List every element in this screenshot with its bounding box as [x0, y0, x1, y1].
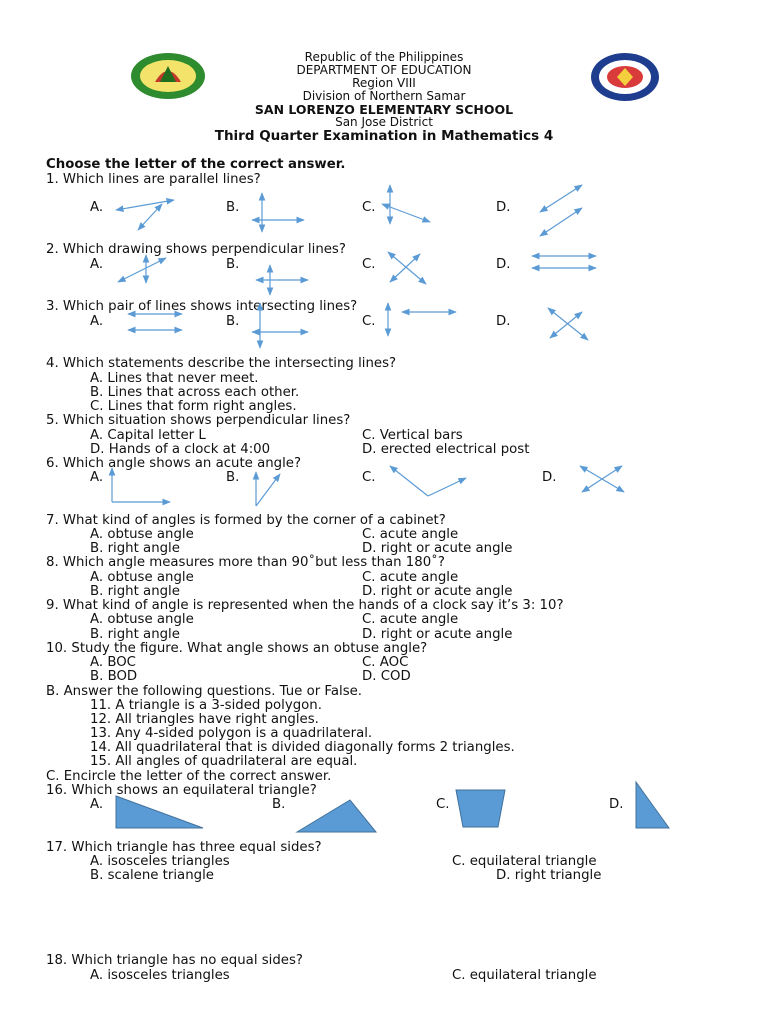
instructions: Choose the letter of the correct answer.	[46, 157, 346, 172]
q3-option-c: C.	[362, 314, 376, 329]
q6-figure-b	[248, 466, 284, 510]
school-name: SAN LORENZO ELEMENTARY SCHOOL	[254, 102, 514, 117]
part-b-item: 14. All quadrilateral that is divided diagonally forms 2 triangles.	[90, 740, 515, 755]
q3-text: 3. Which pair of lines shows intersecting lines?	[46, 299, 358, 314]
q5-option-a: A. Capital letter L	[90, 428, 206, 443]
q6-figure-a	[104, 464, 174, 506]
header-republic: Republic of the Philippines	[304, 50, 464, 64]
q2-figure-d	[528, 250, 600, 274]
q1-text: 1. Which lines are parallel lines?	[46, 172, 261, 187]
q9-option-a: A. obtuse angle	[90, 612, 194, 627]
q5-text: 5. Which situation shows perpendicular lines?	[46, 413, 351, 428]
q16-option-b: B.	[272, 797, 286, 812]
q6-option-c: C.	[362, 470, 376, 485]
q10-option-b: B. BOD	[90, 669, 138, 684]
q1-option-d: D.	[496, 200, 511, 215]
q3-figure-b	[248, 300, 312, 352]
q16-text: 16. Which shows an equilateral triangle?	[46, 783, 317, 798]
q10-option-d: D. COD	[362, 669, 411, 684]
part-b-item: 11. A triangle is a 3-sided polygon.	[90, 698, 322, 713]
part-b-heading: B. Answer the following questions. Tue or False.	[46, 684, 363, 699]
q7-option-b: B. right angle	[90, 541, 180, 556]
header-district: San Jose District	[335, 115, 433, 129]
q4-option-c: C. Lines that form right angles.	[90, 399, 297, 414]
q16-figure-a	[115, 795, 205, 831]
q2-figure-b	[252, 262, 312, 298]
q1-figure-b	[248, 190, 308, 236]
q1-figure-a	[112, 194, 182, 234]
part-c-heading: C. Encircle the letter of the correct answer.	[46, 769, 332, 784]
q9-option-d: D. right or acute angle	[362, 627, 513, 642]
part-b-item: 13. Any 4-sided polygon is a quadrilateral.	[90, 726, 373, 741]
q17-option-b: B. scalene triangle	[90, 868, 214, 883]
q7-option-d: D. right or acute angle	[362, 541, 513, 556]
q18-option-c: C. equilateral triangle	[452, 968, 597, 983]
q6-figure-c	[386, 462, 470, 500]
q3-figure-a	[124, 308, 186, 336]
q2-text: 2. Which drawing shows perpendicular lines?	[46, 242, 346, 257]
q9-option-b: B. right angle	[90, 627, 180, 642]
q7-text: 7. What kind of angles is formed by the corner of a cabinet?	[46, 513, 446, 528]
q8-option-a: A. obtuse angle	[90, 570, 194, 585]
q9-option-c: C. acute angle	[362, 612, 459, 627]
q7-option-c: C. acute angle	[362, 527, 459, 542]
q10-option-a: A. BOC	[90, 655, 136, 670]
q3-option-a: A.	[90, 314, 104, 329]
q8-text: 8. Which angle measures more than 90˚but less than 180˚?	[46, 555, 445, 570]
q16-option-c: C.	[436, 797, 450, 812]
q4-text: 4. Which statements describe the intersecting lines?	[46, 356, 397, 371]
q17-text: 17. Which triangle has three equal sides?	[46, 840, 322, 855]
q9-text: 9. What kind of angle is represented when the hands of a clock say it’s 3: 10?	[46, 598, 564, 613]
q4-option-a: A. Lines that never meet.	[90, 371, 259, 386]
q2-option-b: B.	[226, 257, 240, 272]
q6-figure-d	[576, 462, 628, 496]
q17-option-d: D. right triangle	[496, 868, 602, 883]
q8-option-d: D. right or acute angle	[362, 584, 513, 599]
q5-option-d2: D. erected electrical post	[362, 442, 530, 457]
q1-option-c: C.	[362, 200, 376, 215]
q1-option-a: A.	[90, 200, 104, 215]
q16-figure-d	[635, 781, 671, 831]
q1-option-b: B.	[226, 200, 240, 215]
q2-option-c: C.	[362, 257, 376, 272]
part-b-item: 15. All angles of quadrilateral are equal.	[90, 754, 358, 769]
part-b-item: 12. All triangles have right angles.	[90, 712, 319, 727]
q16-option-d: D.	[609, 797, 624, 812]
exam-title: Third Quarter Examination in Mathematics 4	[214, 128, 554, 144]
q3-option-d: D.	[496, 314, 511, 329]
q16-figure-c	[455, 789, 507, 829]
q1-figure-d	[536, 182, 588, 240]
q16-option-a: A.	[90, 797, 104, 812]
q10-option-c: C. AOC	[362, 655, 409, 670]
q6-option-b: B.	[226, 470, 240, 485]
q2-option-d: D.	[496, 257, 511, 272]
q17-option-a: A. isosceles triangles	[90, 854, 230, 869]
q2-figure-a	[114, 252, 170, 286]
q3-option-b: B.	[226, 314, 240, 329]
q6-option-a: A.	[90, 470, 104, 485]
q16-figure-b	[296, 798, 378, 834]
q8-option-b: B. right angle	[90, 584, 180, 599]
q10-text: 10. Study the figure. What angle shows an obtuse angle?	[46, 641, 428, 656]
q2-figure-c	[384, 248, 430, 288]
q4-option-b: B. Lines that across each other.	[90, 385, 300, 400]
q3-figure-c	[380, 300, 460, 340]
q18-text: 18. Which triangle has no equal sides?	[46, 953, 303, 968]
q6-text: 6. Which angle shows an acute angle?	[46, 456, 302, 471]
header-department: DEPARTMENT OF EDUCATION	[296, 63, 472, 77]
q2-option-a: A.	[90, 257, 104, 272]
q5-option-d: D. Hands of a clock at 4:00	[90, 442, 271, 457]
header-division: Division of Northern Samar	[302, 89, 466, 103]
q7-option-a: A. obtuse angle	[90, 527, 194, 542]
q3-figure-d	[544, 304, 592, 344]
header-region: Region VIII	[352, 76, 416, 90]
q8-option-c: C. acute angle	[362, 570, 459, 585]
q5-option-c: C. Vertical bars	[362, 428, 463, 443]
q18-option-a: A. isosceles triangles	[90, 968, 230, 983]
q1-figure-c	[378, 182, 436, 228]
q17-option-c: C. equilateral triangle	[452, 854, 597, 869]
q6-option-d: D.	[542, 470, 557, 485]
